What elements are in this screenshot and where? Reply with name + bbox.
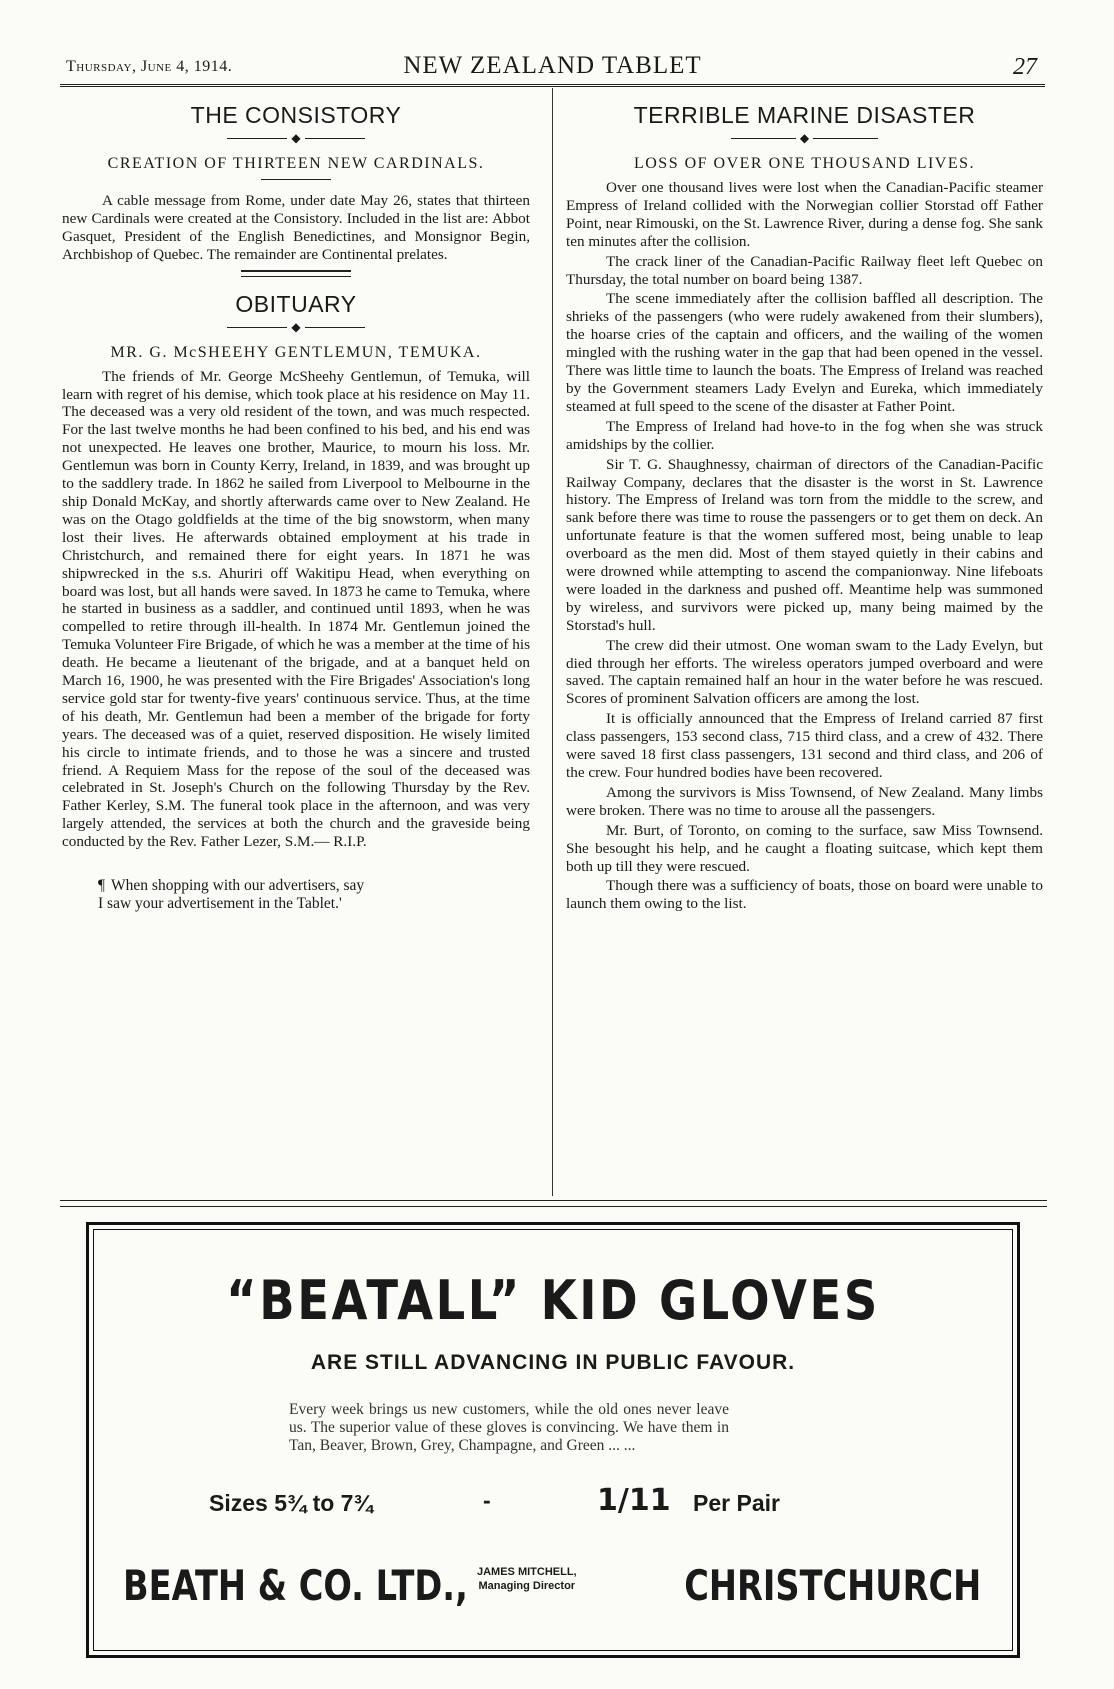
page-double-rule [60,1200,1047,1207]
disaster-paragraph: The scene immediately after the collision baffled all description. The shrieks of the passengers (who were rudely awakened from their slumbers), the hoarse cries of the captain and officers, and the wailing of the women mingled with the rushing water in the gap that had been opened in the vessel. There was little time to launch the boats. The Empress of Ireland was reached by the Government steamers Lady Evelyn and Eureka, which immediately steamed at full speed to the scene of the disaster at Father Point. [566,290,1043,415]
section-double-rule [241,270,351,277]
disaster-paragraph: It is officially announced that the Empress of Ireland carried 87 first class passengers, 153 second class, 715 third class, and a crew of 432. There were saved 18 first class passengers, 131 second and third class, and 206 of the crew. Four hundred bodies have been recovered. [566,710,1043,781]
ornament-divider [62,320,530,334]
obituary-heading: OBITUARY [235,290,357,317]
advert-dash: - [483,1487,491,1513]
disaster-paragraph: Mr. Burt, of Toronto, on coming to the surface, saw Miss Townsend. She besought his help, and he caught a floating suitcase, which kept them both up till they were rescued. [566,821,1043,875]
ornament-divider [62,131,530,145]
advert-per-pair: Per Pair [693,1490,780,1516]
advertiser-notice [98,877,530,913]
advert-headline: “BEATALL” KID GLOVES [226,1269,880,1332]
advert-price: 1/11 [597,1483,671,1518]
notice-line-1: When shopping with our advertisers, say [111,877,365,895]
consistory-paragraph: A cable message from Rome, under date May 26, states that thirteen new Cardinals were created at the Consistory. Included in the list are: Abbot Gasquet, President of the English Benedictines, and Monsignor Begin, Archbishop of Quebec. The remainder are Continental prelates. [62,192,530,263]
manager-title: Managing Director [478,1580,576,1592]
disaster-subheading: LOSS OF OVER ONE THOUSAND LIVES. [633,155,976,172]
disaster-paragraph: Sir T. G. Shaughnessy, chairman of directors of the Canadian-Pacific Railway Company, declares that the disaster is the worst in St. Lawrence history. The Empress of Ireland was torn from the middle to the screw, and sank before there was time to rouse the passengers or to get them on deck. An unfortunate feature is that the women suffered most, being unable to leap overboard as the men did. Most of them stayed quietly in their cabins and were drowned while attempting to ascend the companionway. Nine lifeboats were loaded in the darkness and pushed off. Meantime help was summoned by wireless, and survivors were picked up, many being maimed by the Storstad's hull. [566,455,1043,634]
consistory-heading: THE CONSISTORY [190,102,402,128]
diamond-ornament-icon: ◆ [287,131,304,145]
manager-name: JAMES MITCHELL, [477,1566,577,1578]
notice-line-2: I saw your advertisement in the Tablet.' [98,895,342,913]
obituary-subheading: MR. G. McSHEEHY GENTLEMUN, TEMUKA. [110,343,482,361]
advert-sizes: Sizes 5¾ to 7¾ [209,1490,373,1516]
obituary-paragraph: The friends of Mr. George McSheehy Gentlemun, of Temuka, will learn with regret of his demise, which took place at his residence on May 11. The deceased was a very old resident of the town, and was much respected. For the last twelve months he had been confined to his bed, and his end was not unexpected. He leaves one brother, Maurice, to mourn his loss. Mr. Gentlemun was born in County Kerry, Ireland, in 1839, and was brought up to the saddlery trade. In 1862 he sailed from Liverpool to Melbourne in the ship Donald McKay, and shortly afterwards came over to New Zealand. He was on the Otago goldfields at the time of the big snowstorm, when many lost their lives. He afterwards obtained employment at his trade in Christchurch, and remained there for eight years. In 1871 he was shipwrecked in the s.s. Ahuriri off Wakitipu Head, when everything on board was lost, but all hands were saved. In 1873 he came to Temuka, where he started in business as a saddler, and continued until 1893, when he was compelled to retire through ill-health. In 1874 Mr. Gentlemun joined the Temuka Volunteer Fire Brigade, of which he was a member at the time of his death. He became a lieutenant of the brigade, and at a banquet held on March 16, 1900, he was presented with the Fire Brigades' Association's long service gold star for twenty-five years' continuous service. Thus, at the time of his death, Mr. Gentlemun had been a member of the brigade for forty years. The deceased was of a quiet, reserved disposition. He wisely limited his circle to intimate friends, and to those he was a sincere and trusted friend. A Requiem Mass for the repose of the soul of the deceased was celebrated in St. Joseph's Church on the following Thursday by the Rev. Father Kerley, S.M. The funeral took place in the afternoon, and was very largely attended, the services at both the church and the graveside being conducted by the Rev. Father Lezer, S.M.— R.I.P. [62,367,530,851]
right-column [566,98,1043,915]
issue-date: Thursday, June 4, 1914. [66,58,233,75]
disaster-paragraph: Over one thousand lives were lost when the Canadian-Pacific steamer Empress of Ireland collided with the Norwegian collier Storstad off Father Point, near Rimouski, on the St. Lawrence River, during a dense fog. She sank ten minutes after the collision. [566,179,1043,250]
gloves-advertisement [86,1222,1020,1658]
page-number: 27 [1013,54,1037,80]
ornament-divider [566,131,1043,145]
diamond-ornament-icon: ◆ [287,320,304,334]
disaster-paragraph: The crack liner of the Canadian-Pacific Railway fleet left Quebec on Thursday, the total number on board being 1387. [566,252,1043,288]
diamond-ornament-icon: ◆ [796,131,813,145]
disaster-paragraph: The Empress of Ireland had hove-to in the fog when she was struck amidships by the collier. [566,417,1043,453]
disaster-paragraph: Among the survivors is Miss Townsend, of New Zealand. Many limbs were broken. There was no time to arouse all the passengers. [566,783,1043,819]
advert-manager [477,1565,577,1593]
disaster-paragraph: The crew did their utmost. One woman swam to the Lady Evelyn, but died through her efforts. The wireless operators jumped overboard and were saved. The captain remained half an hour in the water before he was rescued. Scores of prominent Salvation officers are among the lost. [566,636,1043,708]
column-divider [552,88,553,1196]
pilcrow-icon: ¶ [98,877,106,895]
advert-subheadline: ARE STILL ADVANCING IN PUBLIC FAVOUR. [310,1351,796,1374]
advert-firm-name: BEATH & CO. LTD., [123,1561,468,1610]
disaster-paragraph: Though there was a sufficiency of boats, those on board were unable to launch them owing to the list. [566,877,1043,913]
publication-title: NEW ZEALAND TABLET [403,52,702,79]
advert-city: CHRISTCHURCH [684,1561,981,1610]
disaster-heading: TERRIBLE MARINE DISASTER [633,102,976,128]
left-column [62,98,530,913]
short-rule [261,179,331,180]
consistory-subheading: CREATION OF THIRTEEN NEW CARDINALS. [107,155,485,172]
masthead [60,48,1045,87]
advert-body: Every week brings us new customers, while the old ones never leave us. The superior value of these gloves is convincing. We have them in Tan, Beaver, Brown, Grey, Champagne, and Green ... ... [289,1401,729,1454]
